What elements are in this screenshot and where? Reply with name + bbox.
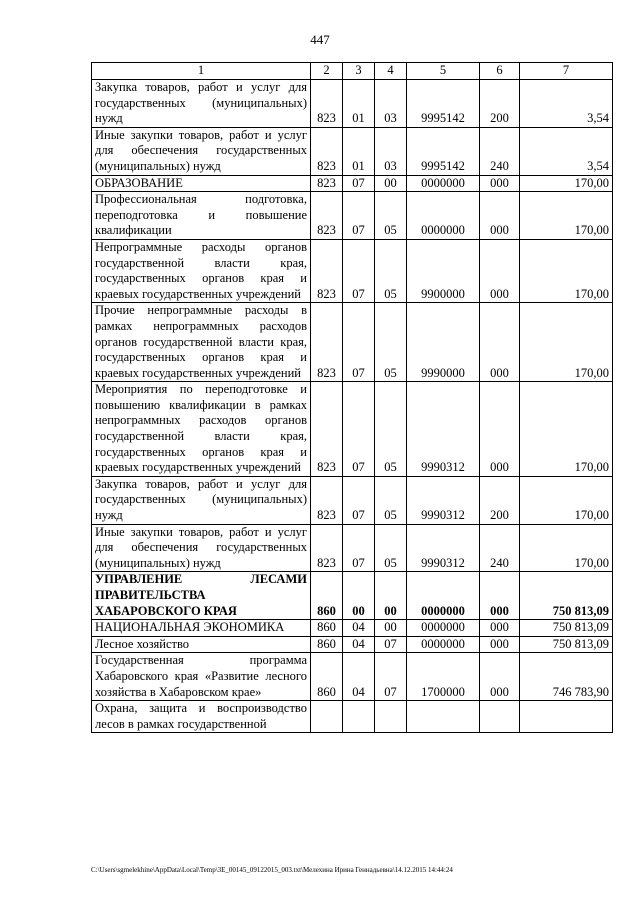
row-section-cell: 07: [343, 192, 375, 240]
row-name-cell: НАЦИОНАЛЬНАЯ ЭКОНОМИКА: [92, 620, 311, 637]
row-expense-type-cell: 000: [480, 620, 520, 637]
row-target-cell: 9995142: [407, 80, 480, 128]
row-section-cell: 07: [343, 524, 375, 572]
table-header-row: [92, 63, 613, 80]
row-name-cell: Закупка товаров, работ и услуг для государственных (муниципальных) нужд: [92, 476, 311, 524]
row-target-cell: [407, 701, 480, 733]
row-target-cell: 9990312: [407, 476, 480, 524]
table-row: [92, 127, 613, 175]
row-section-cell: 07: [343, 303, 375, 382]
row-subsection-cell: 05: [375, 524, 407, 572]
row-expense-type-cell: 000: [480, 192, 520, 240]
table-row: [92, 476, 613, 524]
row-expense-type-cell: 000: [480, 175, 520, 192]
row-name-cell: Непрограммные расходы органов государственной власти края, государственных органов края и краевых государственных учреждений: [92, 239, 311, 302]
row-subsection-cell: 00: [375, 175, 407, 192]
row-amount-cell: 750 813,09: [520, 620, 613, 637]
row-amount-cell: 170,00: [520, 192, 613, 240]
row-subsection-cell: 03: [375, 80, 407, 128]
column-header: 4: [375, 63, 407, 80]
row-target-cell: 0000000: [407, 175, 480, 192]
row-section-cell: 00: [343, 572, 375, 620]
row-expense-type-cell: 000: [480, 382, 520, 477]
row-amount-cell: 170,00: [520, 524, 613, 572]
row-expense-type-cell: 000: [480, 303, 520, 382]
row-section-cell: 04: [343, 653, 375, 701]
row-target-cell: 0000000: [407, 636, 480, 653]
column-header: 6: [480, 63, 520, 80]
row-subsection-cell: 05: [375, 303, 407, 382]
row-code-cell: 860: [311, 572, 343, 620]
row-subsection-cell: 00: [375, 620, 407, 637]
table-row: [92, 303, 613, 382]
row-section-cell: 01: [343, 80, 375, 128]
row-name-cell: Прочие непрограммные расходы в рамках непрограммных расходов органов государственной власти края, государственных органов края и краевых государственных учреждений: [92, 303, 311, 382]
row-target-cell: 9990000: [407, 303, 480, 382]
row-amount-cell: 170,00: [520, 476, 613, 524]
row-code-cell: 860: [311, 636, 343, 653]
row-section-cell: 04: [343, 636, 375, 653]
row-code-cell: 823: [311, 382, 343, 477]
row-code-cell: 823: [311, 239, 343, 302]
row-expense-type-cell: 000: [480, 653, 520, 701]
row-expense-type-cell: 000: [480, 572, 520, 620]
row-section-cell: 01: [343, 127, 375, 175]
row-code-cell: 823: [311, 476, 343, 524]
row-amount-cell: 750 813,09: [520, 572, 613, 620]
row-code-cell: 823: [311, 524, 343, 572]
page-number: 447: [310, 32, 330, 47]
row-name-cell: Закупка товаров, работ и услуг для государственных (муниципальных) нужд: [92, 80, 311, 128]
row-name-cell: Профессиональная подготовка, переподготовка и повышение квалификации: [92, 192, 311, 240]
table-row: [92, 572, 613, 620]
row-amount-cell: 170,00: [520, 382, 613, 477]
row-code-cell: [311, 701, 343, 733]
row-target-cell: 0000000: [407, 620, 480, 637]
row-code-cell: 823: [311, 175, 343, 192]
row-section-cell: 07: [343, 476, 375, 524]
row-expense-type-cell: 200: [480, 476, 520, 524]
row-amount-cell: [520, 701, 613, 733]
table-row: [92, 653, 613, 701]
row-expense-type-cell: 240: [480, 524, 520, 572]
row-expense-type-cell: 200: [480, 80, 520, 128]
row-expense-type-cell: 000: [480, 636, 520, 653]
row-name-cell: Лесное хозяйство: [92, 636, 311, 653]
table-row: [92, 701, 613, 733]
row-expense-type-cell: 240: [480, 127, 520, 175]
row-section-cell: 04: [343, 620, 375, 637]
table-row: [92, 80, 613, 128]
row-name-cell: Иные закупки товаров, работ и услуг для обеспечения государственных (муниципальных) нужд: [92, 524, 311, 572]
row-subsection-cell: [375, 701, 407, 733]
row-name-cell: Иные закупки товаров, работ и услуг для обеспечения государственных (муниципальных) нужд: [92, 127, 311, 175]
row-code-cell: 823: [311, 303, 343, 382]
row-amount-cell: 746 783,90: [520, 653, 613, 701]
row-target-cell: 1700000: [407, 653, 480, 701]
row-expense-type-cell: 000: [480, 239, 520, 302]
row-section-cell: [343, 701, 375, 733]
row-amount-cell: 750 813,09: [520, 636, 613, 653]
table-row: [92, 382, 613, 477]
row-amount-cell: 3,54: [520, 127, 613, 175]
row-target-cell: 0000000: [407, 572, 480, 620]
row-subsection-cell: 05: [375, 239, 407, 302]
row-section-cell: 07: [343, 175, 375, 192]
row-target-cell: 9900000: [407, 239, 480, 302]
row-name-cell: УПРАВЛЕНИЕ ЛЕСАМИ ПРАВИТЕЛЬСТВА ХАБАРОВСКОГО КРАЯ: [92, 572, 311, 620]
row-section-cell: 07: [343, 239, 375, 302]
row-amount-cell: 170,00: [520, 303, 613, 382]
row-target-cell: 9995142: [407, 127, 480, 175]
row-section-cell: 07: [343, 382, 375, 477]
row-code-cell: 823: [311, 127, 343, 175]
column-header: 1: [92, 63, 311, 80]
table-row: [92, 175, 613, 192]
row-name-cell: Охрана, защита и воспроизводство лесов в рамках государственной: [92, 701, 311, 733]
table-row: [92, 524, 613, 572]
budget-table: [91, 62, 613, 733]
row-subsection-cell: 00: [375, 572, 407, 620]
row-subsection-cell: 05: [375, 476, 407, 524]
row-subsection-cell: 05: [375, 192, 407, 240]
row-subsection-cell: 07: [375, 636, 407, 653]
table-body: [92, 80, 613, 733]
table-row: [92, 620, 613, 637]
file-path-footer: C:\Users\sgmelekhine\AppData\Local\Temp\3E_00145_09122015_003.txt\Мелехина Ирина Геннадьевна\14.12.2015 14:44:24: [91, 866, 453, 874]
row-target-cell: 0000000: [407, 192, 480, 240]
row-expense-type-cell: [480, 701, 520, 733]
row-subsection-cell: 07: [375, 653, 407, 701]
row-target-cell: 9990312: [407, 524, 480, 572]
row-target-cell: 9990312: [407, 382, 480, 477]
column-header: 5: [407, 63, 480, 80]
row-amount-cell: 170,00: [520, 175, 613, 192]
row-code-cell: 860: [311, 620, 343, 637]
table-row: [92, 636, 613, 653]
row-code-cell: 823: [311, 80, 343, 128]
column-header: 7: [520, 63, 613, 80]
column-header: 2: [311, 63, 343, 80]
row-subsection-cell: 05: [375, 382, 407, 477]
row-name-cell: Государственная программа Хабаровского края «Развитие лесного хозяйства в Хабаровском крае»: [92, 653, 311, 701]
table-row: [92, 239, 613, 302]
row-code-cell: 823: [311, 192, 343, 240]
row-amount-cell: 3,54: [520, 80, 613, 128]
row-amount-cell: 170,00: [520, 239, 613, 302]
row-code-cell: 860: [311, 653, 343, 701]
row-subsection-cell: 03: [375, 127, 407, 175]
row-name-cell: Мероприятия по переподготовке и повышению квалификации в рамках непрограммных расходов органов государственной власти края, государственных органов края и краевых государственных учреждений: [92, 382, 311, 477]
table-row: [92, 192, 613, 240]
column-header: 3: [343, 63, 375, 80]
row-name-cell: ОБРАЗОВАНИЕ: [92, 175, 311, 192]
